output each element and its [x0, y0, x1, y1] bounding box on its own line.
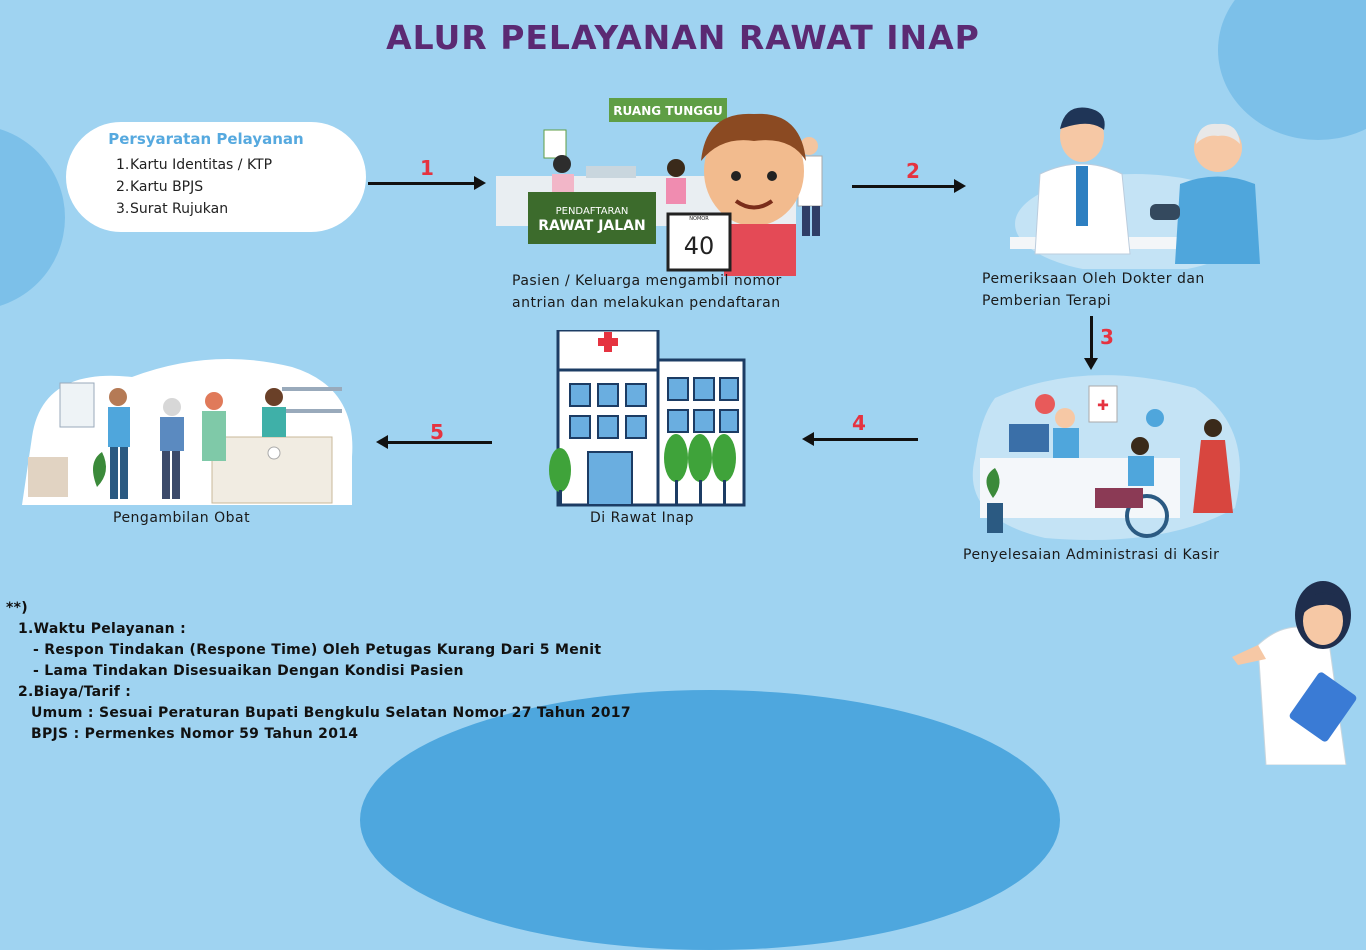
requirements-box: [66, 122, 366, 232]
notes-item-2a: Umum : Sesuai Peraturan Bupati Bengkulu Selatan Nomor 27 Tahun 2017: [31, 705, 631, 721]
step-number-4: 4: [852, 411, 866, 435]
caption-registration: Pasien / Keluarga mengambil nomor antrian dan melakukan pendaftaran: [512, 273, 782, 311]
waiting-room-sign: RUANG TUNGGU: [613, 104, 723, 118]
notes-item-1a: - Respon Tindakan (Respone Time) Oleh Petugas Kurang Dari 5 Menit: [33, 642, 602, 658]
registration-illustration: [496, 96, 841, 276]
arrow-step-1: [368, 182, 482, 185]
step-number-5: 5: [430, 420, 444, 444]
queue-label: NOMOR: [689, 216, 709, 222]
cashier-illustration: [965, 368, 1245, 543]
counter-label-1: PENDAFTARAN: [555, 206, 629, 217]
arrow-step-3: [1090, 316, 1093, 366]
requirements-list: [116, 154, 272, 220]
nurse-illustration: [1228, 575, 1364, 765]
step-number-2: 2: [906, 159, 920, 183]
caption-examination: Pemeriksaan Oleh Dokter dan Pemberian Terapi: [982, 271, 1205, 309]
arrow-step-4: [806, 438, 918, 441]
list-item: 2.Kartu BPJS: [116, 179, 204, 195]
caption-cashier: Penyelesaian Administrasi di Kasir: [963, 547, 1220, 563]
step-number-1: 1: [420, 156, 434, 180]
caption-inpatient: Di Rawat Inap: [590, 510, 695, 526]
svg-text:✚: ✚: [1097, 398, 1109, 414]
caption-medicine: Pengambilan Obat: [113, 510, 251, 526]
notes-item-2: 2.Biaya/Tarif :: [18, 684, 132, 700]
arrow-step-2: [852, 185, 962, 188]
queue-number: 40: [683, 232, 715, 260]
notes: [6, 598, 631, 745]
step-number-3: 3: [1100, 325, 1114, 349]
examination-illustration: [1010, 104, 1260, 269]
pharmacy-illustration: [12, 357, 362, 505]
list-item: 1.Kartu Identitas / KTP: [116, 157, 273, 173]
notes-item-1b: - Lama Tindakan Disesuaikan Dengan Kondisi Pasien: [33, 663, 464, 679]
list-item: 3.Surat Rujukan: [116, 201, 229, 217]
page-title: ALUR PELAYANAN RAWAT INAP: [386, 18, 980, 57]
notes-item-1: 1.Waktu Pelayanan :: [18, 621, 186, 637]
hospital-illustration: [548, 330, 748, 508]
counter-label-2: RAWAT JALAN: [538, 218, 646, 234]
notes-marker: **): [6, 600, 28, 616]
bg-blob-left: [0, 125, 65, 310]
requirements-title: Persyaratan Pelayanan: [108, 130, 304, 148]
notes-item-2b: BPJS : Permenkes Nomor 59 Tahun 2014: [31, 726, 359, 742]
